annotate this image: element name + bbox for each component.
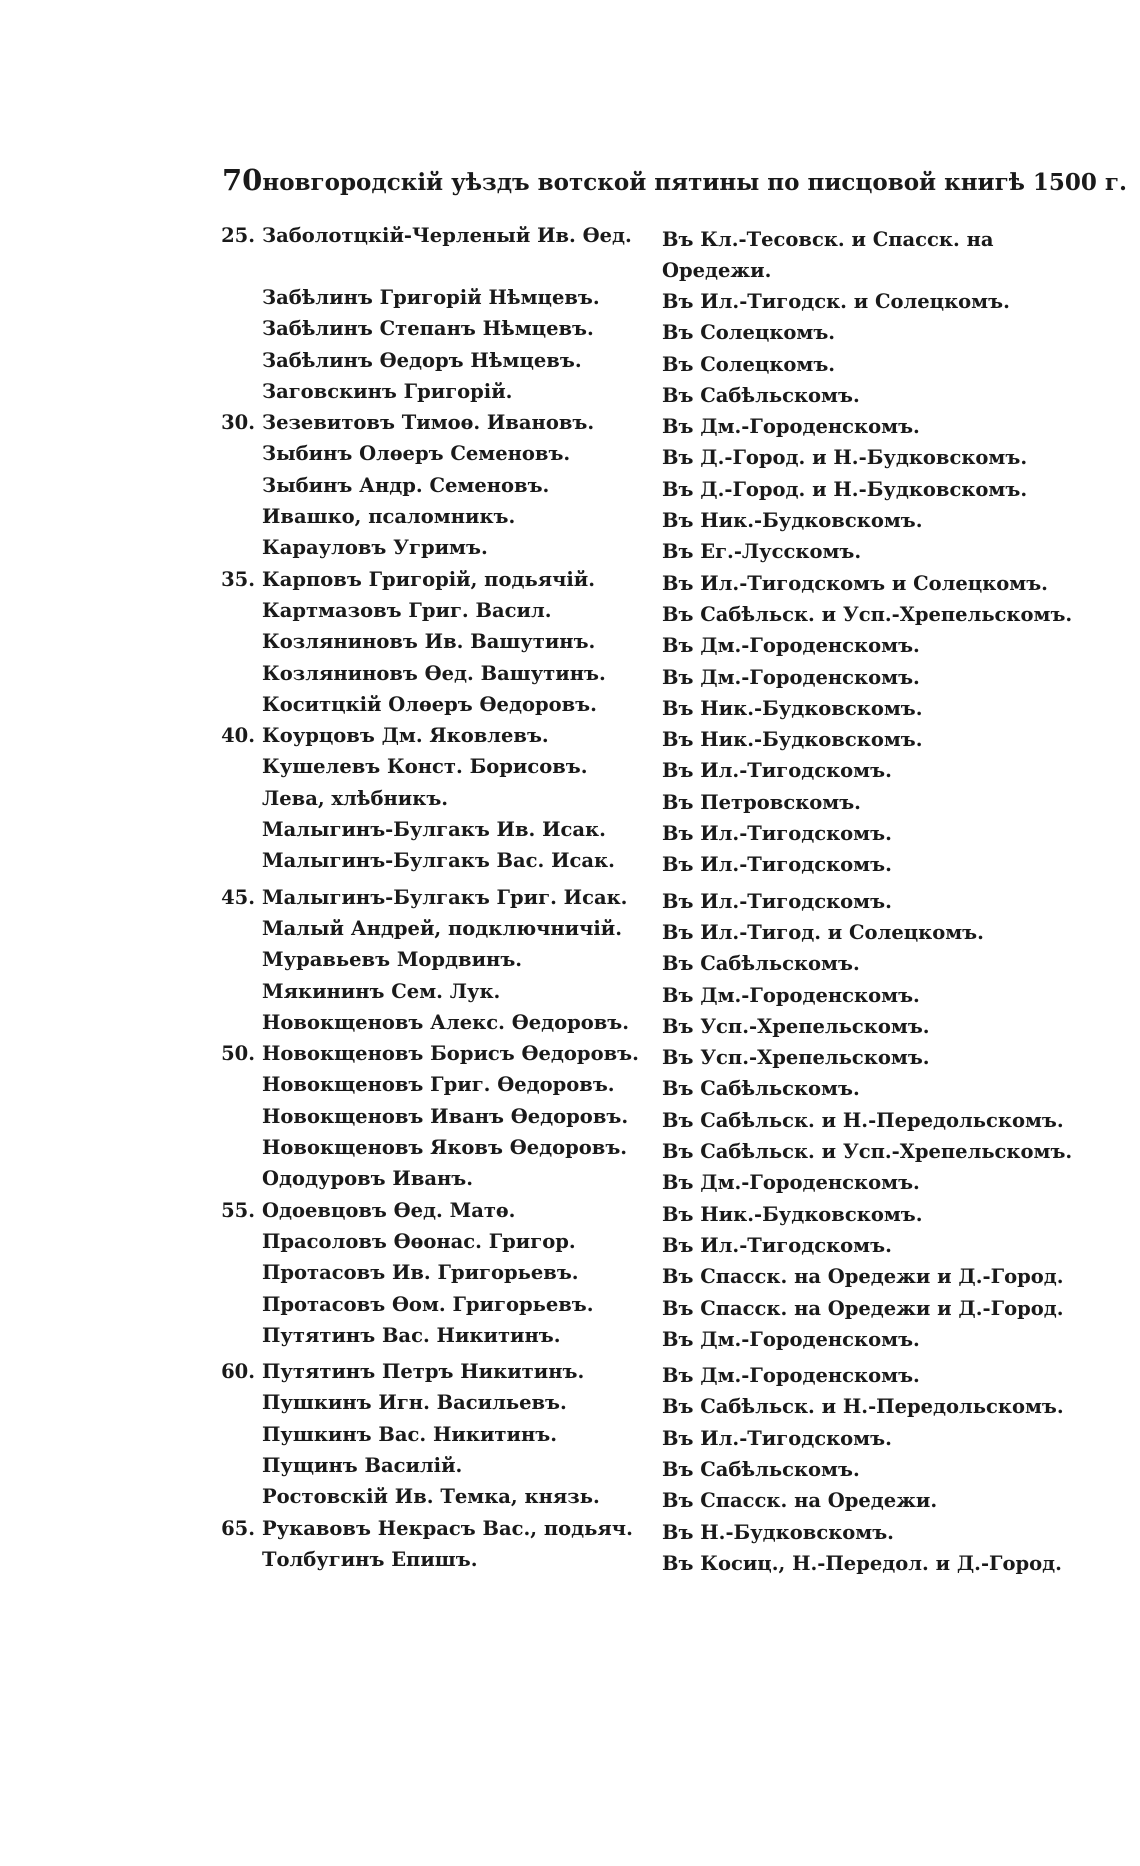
person-name: Малыгинъ-Булгакъ Григ. Исак.	[262, 885, 628, 909]
locality: Въ Н.-Будковскомъ.	[662, 1520, 894, 1544]
page-number: 70	[222, 163, 263, 197]
person-name: Протасовъ Ѳом. Григорьевъ.	[262, 1292, 594, 1316]
entry-number: 60.	[221, 1360, 255, 1384]
person-name: Лева, хлѣбникъ.	[262, 786, 449, 810]
locality: Въ Дм.-Городенскомъ.	[662, 1327, 920, 1351]
person-name: Карауловъ Угримъ.	[262, 536, 488, 560]
locality: Въ Сабѣльск. и Усп.-Хрепельскомъ.	[662, 602, 1073, 626]
locality: Въ Ил.-Тигодскомъ.	[662, 822, 892, 846]
list-item	[0, 1546, 1140, 1577]
locality: Въ Ил.-Тигодск. и Солецкомъ.	[662, 290, 1010, 313]
entry-number: 35.	[221, 567, 255, 591]
entry-number: 40.	[221, 724, 255, 748]
person-name: Забѣлинъ Ѳедоръ Нѣмцевъ.	[262, 348, 582, 372]
person-name: Новокщеновъ Григ. Ѳедоровъ.	[262, 1073, 615, 1097]
list-item	[0, 378, 1140, 409]
locality: Въ Д.-Город. и Н.-Будковскомъ.	[662, 446, 1028, 470]
list-item	[0, 315, 1140, 346]
list-item	[0, 1421, 1140, 1452]
locality: Въ Дм.-Городенскомъ.	[662, 983, 920, 1007]
page-header	[222, 163, 1128, 197]
locality: Въ Солецкомъ.	[662, 321, 836, 345]
person-name: Рукавовъ Некрасъ Вас., подьяч.	[262, 1516, 633, 1540]
locality: Въ Дм.-Городенскомъ.	[662, 634, 920, 658]
person-name: Пушкинъ Вас. Никитинъ.	[262, 1422, 557, 1446]
person-name: Забѣлинъ Григорій Нѣмцевъ.	[262, 286, 600, 309]
entry-number: 65.	[221, 1516, 255, 1540]
locality: Въ Сабѣльскомъ.	[662, 383, 860, 407]
person-name: Коурцовъ Дм. Яковлевъ.	[262, 724, 549, 748]
locality: Въ Ил.-Тигодскомъ.	[662, 759, 892, 783]
locality: Въ Ил.-Тигодскомъ.	[662, 889, 892, 913]
list-item	[0, 1103, 1140, 1134]
locality: Въ Сабѣльск. и Усп.-Хрепельскомъ.	[662, 1140, 1073, 1164]
person-name: Малыгинъ-Булгакъ Ив. Исак.	[262, 818, 606, 842]
locality: Въ Усп.-Хрепельскомъ.	[662, 1014, 930, 1038]
locality: Въ Ег.-Лусскомъ.	[662, 540, 862, 564]
person-name: Коситцкій Олѳеръ Ѳедоровъ.	[262, 692, 597, 716]
list-item	[0, 1515, 1140, 1546]
list-item	[0, 409, 1140, 440]
entry-number: 55.	[221, 1198, 255, 1222]
list-item	[0, 534, 1140, 565]
list-item	[0, 1259, 1140, 1290]
locality: Въ Сабѣльскомъ.	[662, 1457, 860, 1481]
list-item	[0, 1071, 1140, 1102]
list-item	[0, 847, 1140, 878]
list-item	[0, 1358, 1140, 1389]
list-item	[0, 1165, 1140, 1196]
person-name: Пушкинъ Игн. Васильевъ.	[262, 1391, 567, 1415]
locality: Въ Ил.-Тигодскомъ.	[662, 853, 892, 877]
person-name: Кушелевъ Конст. Борисовъ.	[262, 755, 588, 779]
person-name: Зыбинъ Андр. Семеновъ.	[262, 473, 550, 497]
list-item	[0, 597, 1140, 628]
person-name: Ростовскій Ив. Темка, князь.	[262, 1485, 600, 1509]
list-item	[0, 1389, 1140, 1420]
person-name: Картмазовъ Григ. Васил.	[262, 598, 552, 622]
locality: Въ Косиц., Н.-Передол. и Д.-Город.	[662, 1551, 1062, 1575]
locality: Въ Ник.-Будковскомъ.	[662, 509, 923, 533]
person-name: Зезевитовъ Тимоѳ. Ивановъ.	[262, 411, 595, 435]
locality: Въ Спасск. на Оредежи.	[662, 1489, 938, 1513]
person-name: Ододуровъ Иванъ.	[262, 1167, 474, 1191]
entry-number: 30.	[221, 411, 255, 435]
person-name: Путятинъ Вас. Никитинъ.	[262, 1323, 561, 1347]
person-name: Заболотцкій-Черленый Ив. Ѳед.	[262, 224, 632, 247]
person-name: Толбугинъ Епишъ.	[262, 1547, 478, 1571]
entry-number: 45.	[221, 885, 255, 909]
locality: Въ Усп.-Хрепельскомъ.	[662, 1046, 930, 1070]
list-item	[0, 566, 1140, 597]
person-name: Забѣлинъ Степанъ Нѣмцевъ.	[262, 317, 594, 341]
person-name: Ивашко, псаломникъ.	[262, 505, 516, 529]
entry-number: 50.	[221, 1042, 255, 1066]
locality: Въ Дм.-Городенскомъ.	[662, 665, 920, 689]
locality: Въ Ник.-Будковскомъ.	[662, 1202, 923, 1226]
person-name: Путятинъ Петръ Никитинъ.	[262, 1360, 585, 1384]
locality: Въ Ил.-Тигодскомъ и Солецкомъ.	[662, 571, 1048, 595]
locality: Въ Петровскомъ.	[662, 790, 861, 814]
person-name: Пущинъ Василій.	[262, 1453, 463, 1477]
locality: Въ Сабѣльскомъ.	[662, 1077, 860, 1101]
person-name: Козляниновъ Ѳед. Вашутинъ.	[262, 661, 606, 685]
locality: Въ Дм.-Городенскомъ.	[662, 1364, 920, 1388]
locality: Въ Спасск. на Оредежи и Д.-Город.	[662, 1296, 1064, 1320]
person-name: Новокщеновъ Яковъ Ѳедоровъ.	[262, 1136, 628, 1160]
list-item	[0, 785, 1140, 816]
person-name: Новокщеновъ Алекс. Ѳедоровъ.	[262, 1010, 630, 1034]
person-name: Малыгинъ-Булгакъ Вас. Исак.	[262, 849, 615, 873]
locality: Въ Спасск. на Оредежи и Д.-Город.	[662, 1265, 1064, 1289]
list-item	[0, 1040, 1140, 1071]
locality: Въ Дм.-Городенскомъ.	[662, 415, 920, 439]
register-list	[0, 222, 1140, 1577]
person-name: Одоевцовъ Ѳед. Матѳ.	[262, 1198, 516, 1222]
list-item	[0, 722, 1140, 753]
list-item	[0, 691, 1140, 722]
list-item	[0, 816, 1140, 847]
locality: Въ Ил.-Тигодскомъ.	[662, 1426, 892, 1450]
person-name: Протасовъ Ив. Григорьевъ.	[262, 1261, 579, 1285]
person-name: Новокщеновъ Борисъ Ѳедоровъ.	[262, 1042, 639, 1066]
list-item	[0, 1228, 1140, 1259]
person-name: Зыбинъ Олѳеръ Семеновъ.	[262, 442, 571, 466]
page-title: новгородскій уѣздъ вотской пятины по писцовой книгѣ 1500 г.	[262, 169, 1128, 196]
locality: Въ Сабѣльскомъ.	[662, 952, 860, 976]
list-item	[0, 978, 1140, 1009]
list-item	[0, 284, 1140, 315]
locality: Въ Сабѣльск. и Н.-Передольскомъ.	[662, 1108, 1064, 1132]
list-item	[0, 884, 1140, 915]
list-item	[0, 1197, 1140, 1228]
list-item	[0, 503, 1140, 534]
list-item	[0, 347, 1140, 378]
entry-number: 25.	[221, 224, 255, 247]
person-name: Муравьевъ Мордвинъ.	[262, 948, 523, 972]
person-name: Козляниновъ Ив. Вашутинъ.	[262, 630, 596, 654]
person-name: Мякининъ Сем. Лук.	[262, 979, 501, 1003]
locality: Въ Ник.-Будковскомъ.	[662, 728, 923, 752]
list-item	[0, 628, 1140, 659]
person-name: Карповъ Григорій, подьячій.	[262, 567, 596, 591]
locality: Въ Д.-Город. и Н.-Будковскомъ.	[662, 477, 1028, 501]
list-item	[0, 472, 1140, 503]
list-item	[0, 222, 1140, 284]
list-item	[0, 660, 1140, 691]
person-name: Заговскинъ Григорій.	[262, 379, 513, 403]
list-item	[0, 1452, 1140, 1483]
person-name: Новокщеновъ Иванъ Ѳедоровъ.	[262, 1104, 629, 1128]
list-item	[0, 1009, 1140, 1040]
list-item	[0, 1483, 1140, 1514]
list-item	[0, 1322, 1140, 1353]
list-item	[0, 753, 1140, 784]
list-item	[0, 946, 1140, 977]
locality: Въ Ник.-Будковскомъ.	[662, 696, 923, 720]
locality: Въ Ил.-Тигодскомъ.	[662, 1233, 892, 1257]
list-item	[0, 1134, 1140, 1165]
person-name: Малый Андрей, подключничій.	[262, 916, 623, 940]
locality: Въ Ил.-Тигод. и Солецкомъ.	[662, 920, 984, 944]
locality: Въ Дм.-Городенскомъ.	[662, 1171, 920, 1195]
locality: Въ Сабѣльск. и Н.-Передольскомъ.	[662, 1395, 1064, 1419]
list-item	[0, 915, 1140, 946]
person-name: Прасоловъ Ѳѳонас. Григор.	[262, 1229, 576, 1253]
list-item	[0, 1291, 1140, 1322]
list-item	[0, 440, 1140, 471]
locality: Въ Кл.-Тесовск. и Спасск. на Оредежи.	[662, 228, 994, 282]
locality: Въ Солецкомъ.	[662, 352, 836, 376]
